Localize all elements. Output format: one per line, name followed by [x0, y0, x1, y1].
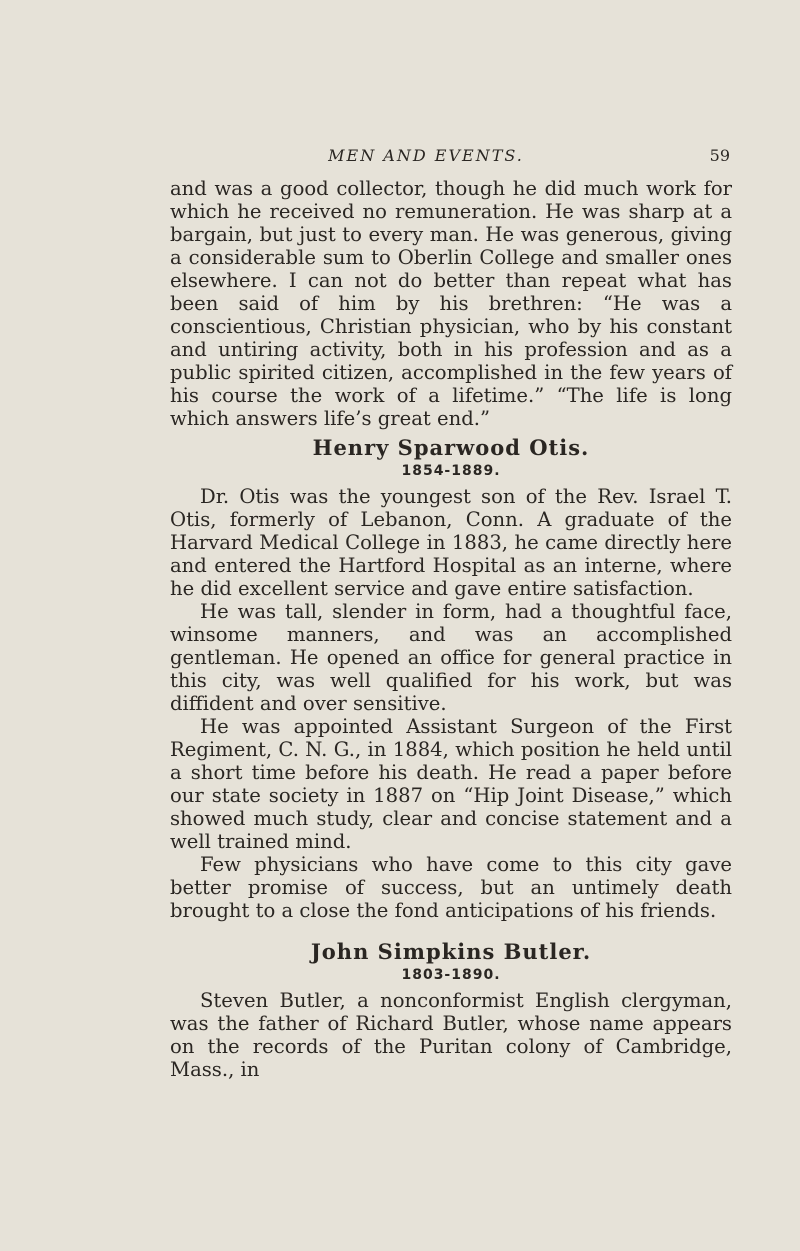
- page-number: 59: [709, 146, 730, 165]
- running-title: MEN AND EVENTS.: [328, 146, 524, 165]
- paragraph: and was a good collector, though he did much work for which he received no remuneration. He was sharp at a bargain, but just to every man. He was generous, giving a considerable sum to Oberlin College and smaller ones elsewhere. I can not do better than repeat what has been said of him by his brethren: “He was a conscientious, Christian physician, who by his constant and untiring activity, both in his profession and as a public spirited citizen, accomplished in the few years of his course the work of a lifetime.” “The life is long which answers life’s great end.”: [170, 177, 732, 430]
- paragraph: He was tall, slender in form, had a thoughtful face, winsome manners, and was an accomplished gentleman. He opened an office for general practice in this city, was well qualified for his work, but was diffident and over sensitive.: [170, 600, 732, 715]
- body-text: [170, 177, 732, 1081]
- section-years-otis: 1854-1889.: [401, 463, 501, 479]
- paragraph: Few physicians who have come to this city gave better promise of success, but an untimely death brought to a close the fond anticipations of his friends.: [170, 853, 732, 922]
- section-heading-butler: John Simpkins Butler.: [310, 939, 592, 964]
- section-years-butler: 1803-1890.: [401, 967, 501, 983]
- paragraph: He was appointed Assistant Surgeon of the First Regiment, C. N. G., in 1884, which position he held until a short time before his death. He read a paper before our state society in 1887 on “Hip Joint Disease,” which showed much study, clear and concise statement and a well trained mind.: [170, 715, 732, 853]
- paragraph: Steven Butler, a nonconformist English clergyman, was the father of Richard Butler, whose name appears on the records of the Puritan colony of Cambridge, Mass., in: [170, 989, 732, 1081]
- paragraph: Dr. Otis was the youngest son of the Rev. Israel T. Otis, formerly of Lebanon, Conn. A graduate of the Harvard Medical College in 1883, he came directly here and entered the Hartford Hospital as an interne, where he did excellent service and gave entire satisfaction.: [170, 485, 732, 600]
- page-header: [170, 146, 730, 170]
- section-heading-otis: Henry Sparwood Otis.: [312, 435, 590, 460]
